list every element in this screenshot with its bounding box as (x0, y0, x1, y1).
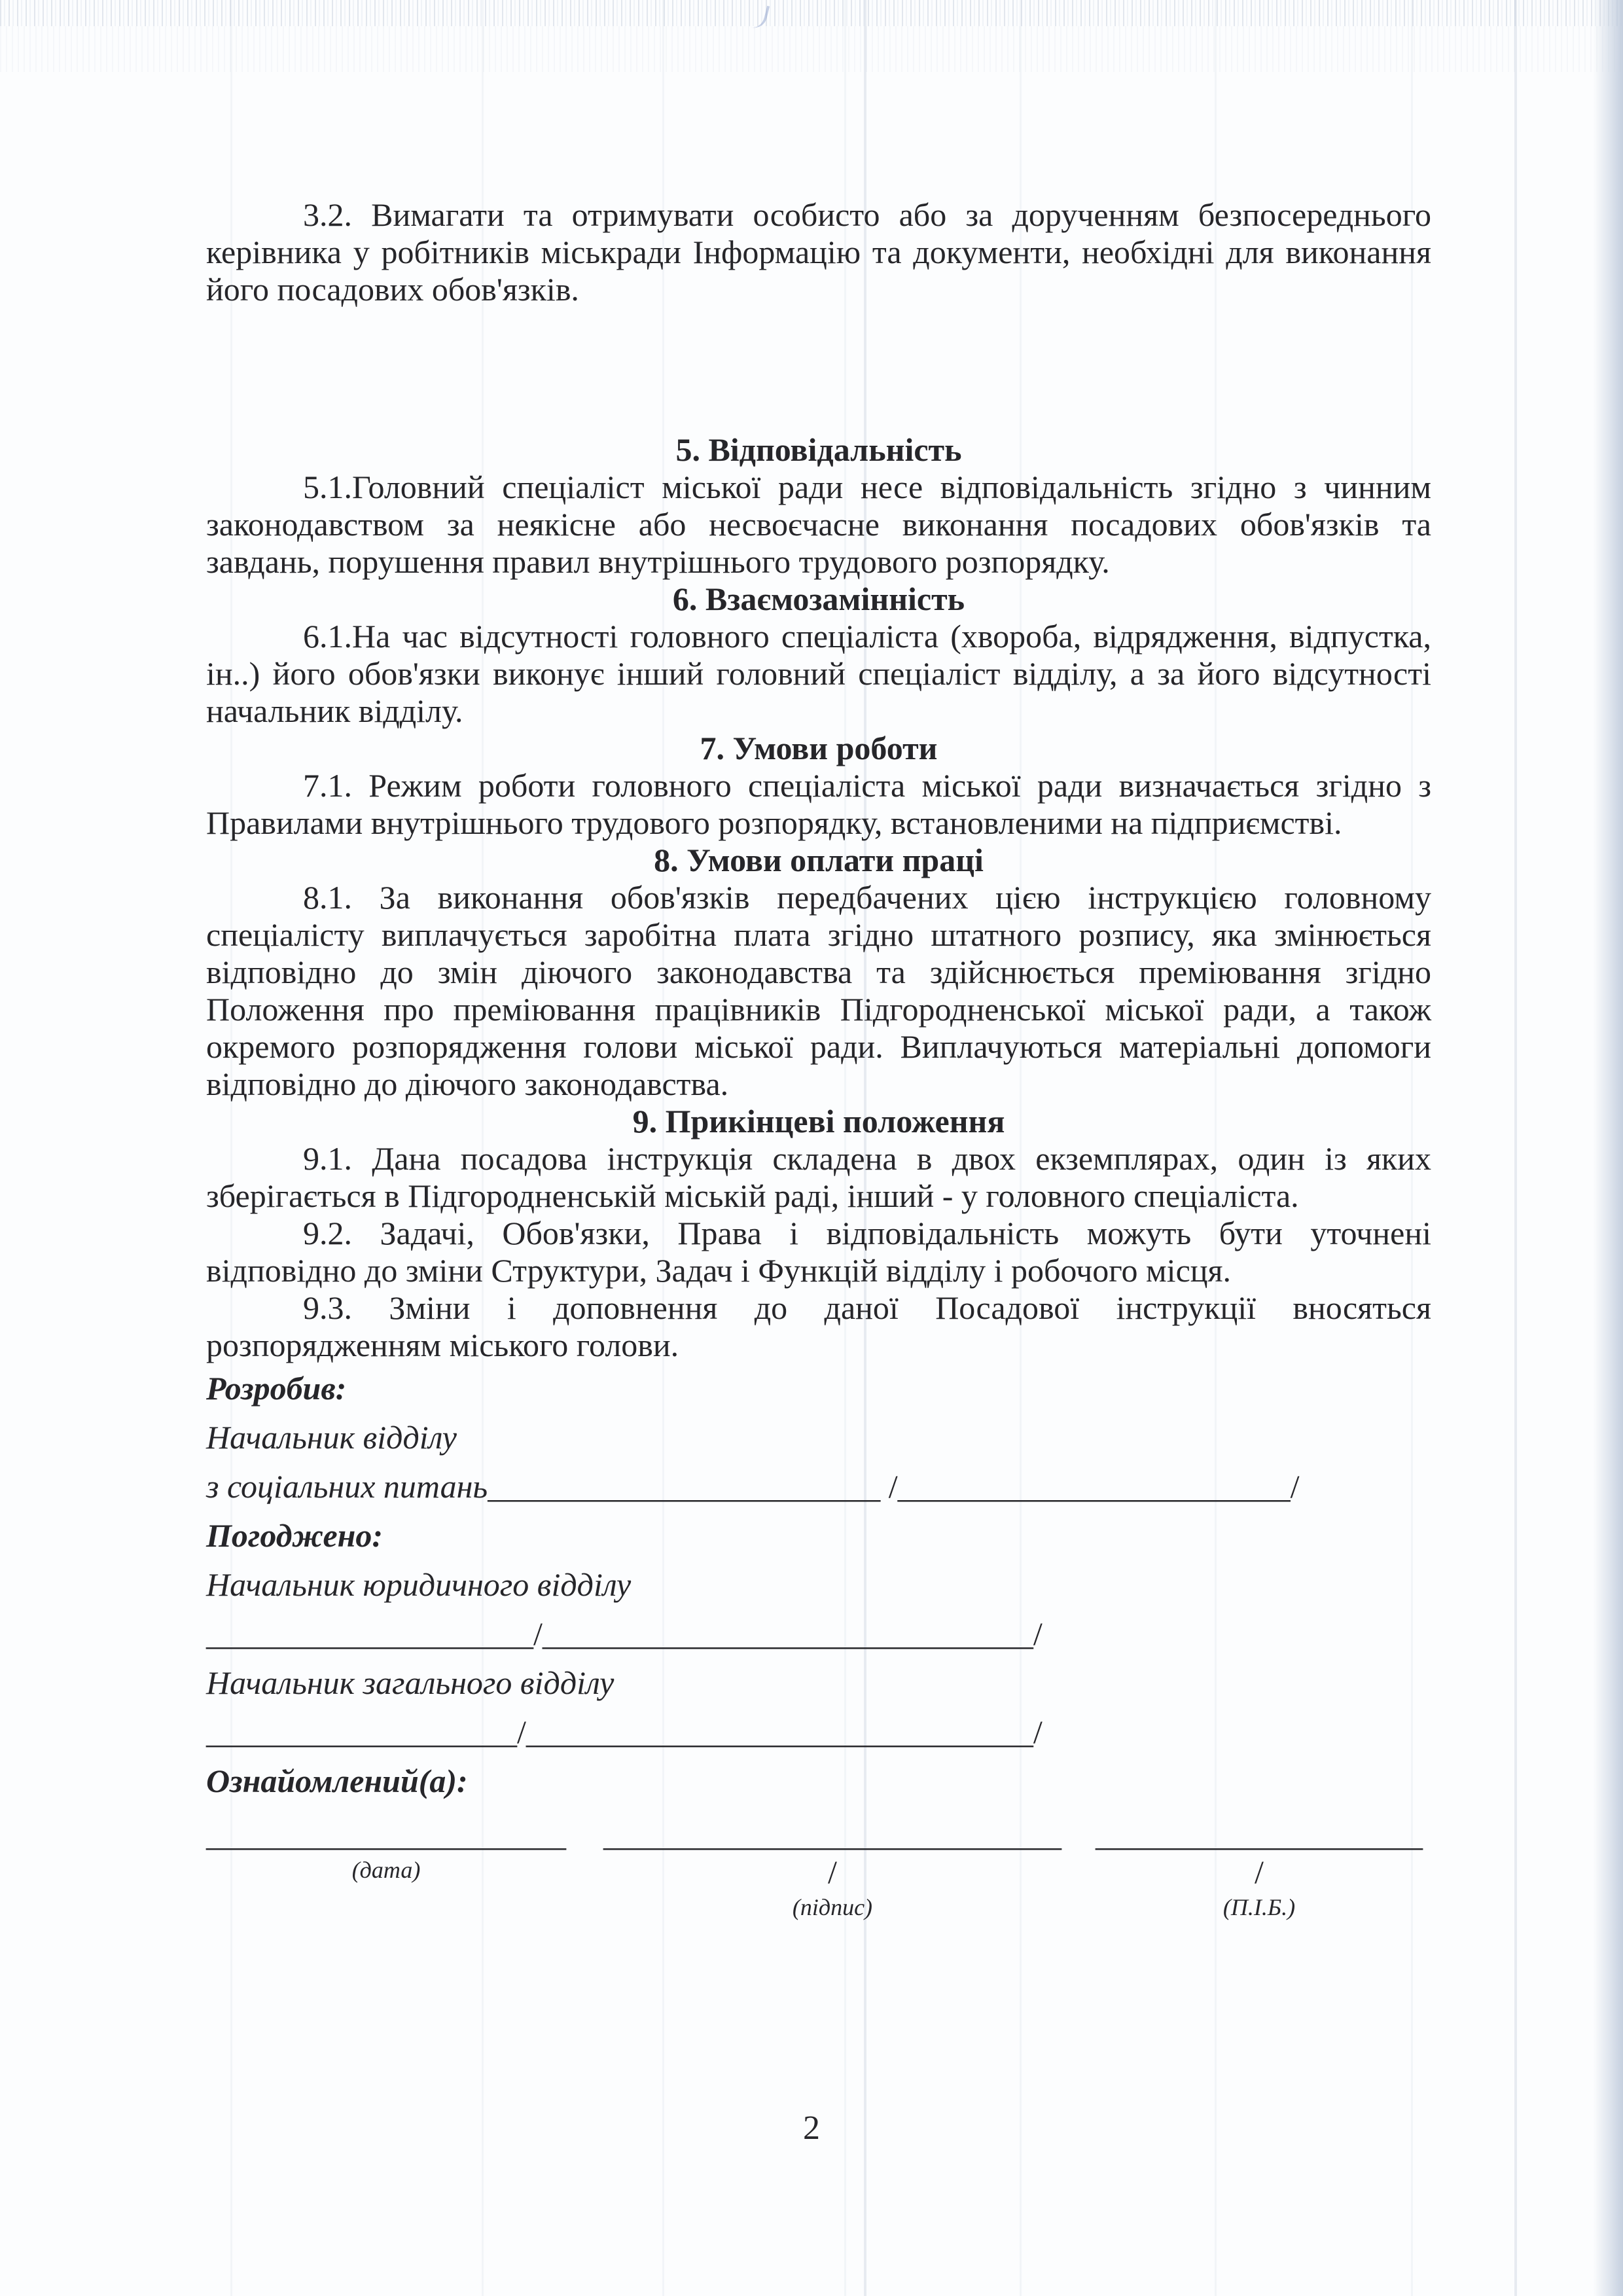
section-8-heading: 8. Умови оплати праці (654, 842, 984, 878)
section-7-heading: 7. Умови роботи (700, 730, 938, 766)
scan-line-vertical (1514, 0, 1517, 2296)
name-slash: / (1255, 1854, 1264, 1890)
general-signature-blank: ___________________/_______________________________/ (206, 1713, 1043, 1750)
page-content (206, 0, 1431, 1922)
section-7-paragraph: 7.1. Режим роботи головного спеціаліста міської ради визначається згідно з Правилами внутрішнього трудового розпорядку, встановленими на підприємстві. (206, 767, 1431, 841)
general-signature-line (206, 1659, 1431, 1757)
name-blank: ____________________ (1095, 1816, 1423, 1853)
agreed-label: Погоджено: (206, 1517, 383, 1554)
developed-label: Розробив: (206, 1370, 347, 1407)
acknowledged-label: Ознайомлений(а): (206, 1763, 468, 1799)
ack-date-column (206, 1816, 566, 1922)
ack-signature-column (595, 1816, 1070, 1922)
developer-signature-line (206, 1462, 1431, 1511)
section-5-heading: 5. Відповідальність (675, 431, 962, 468)
page-number: 2 (803, 2109, 820, 2147)
ack-name-column (1087, 1816, 1431, 1922)
section-9-paragraph-2: 9.2. Задачі, Обов'язки, Права і відповідальність можуть бути уточнені відповідно до зміни Структури, Задач і Функцій відділу і робочого місця. (206, 1215, 1431, 1289)
developer-signature-blank: ________________________ /________________________/ (488, 1468, 1300, 1505)
developer-role-line-2: з соціальних питань (206, 1468, 488, 1505)
developer-role-line-1: Начальник відділу (206, 1419, 457, 1456)
acknowledgement-row (206, 1816, 1431, 1922)
section-9-paragraph-1: 9.1. Дана посадова інструкція складена в двох екземплярах, один із яких зберігається в Підгородненській міській раді, інший - у головного спеціаліста. (206, 1140, 1431, 1214)
signature-slash: / (828, 1854, 837, 1890)
signature-blank-line (603, 1816, 1061, 1890)
legal-role-label: Начальник юридичного відділу (206, 1566, 632, 1603)
general-role-label: Начальник загального відділу (206, 1664, 615, 1701)
scan-band-right (1593, 0, 1623, 2296)
signature-caption: (підпис) (792, 1894, 873, 1920)
name-caption: (П.І.Б.) (1222, 1894, 1296, 1920)
section-8-paragraph: 8.1. За виконання обов'язків передбачених цією інструкцією головному спеціалісту виплачується заробітна плата згідно штатного розпису, яка змінюється відповідно до змін діючого законодавства та здійснюється преміювання згідно Положення про преміювання працівників Підгородненської міської ради, а також окремого розпорядження голови міської ради. Виплачуються матеріальні допомоги відповідно до діючого законодавства. (206, 879, 1431, 1102)
paragraph-3-2: 3.2. Вимагати та отримувати особисто або за дорученням безпосереднього керівника у робітників міськради Інформацію та документи, необхідні для виконання його посадових обов'язків. (206, 196, 1431, 308)
date-caption: (дата) (351, 1857, 421, 1883)
legal-signature-blank: ____________________/______________________________/ (206, 1615, 1043, 1652)
section-6-paragraph: 6.1.На час відсутності головного спеціаліста (хвороба, відрядження, відпустка, ін..) його обов'язки виконує інший головний спеціаліст відділу, а за його відсутності начальник відділу. (206, 618, 1431, 729)
section-9-paragraph-3: 9.3. Зміни і доповнення до даної Посадової інструкції вносяться розпорядженням міського голови. (206, 1289, 1431, 1363)
signature-blank: ____________________________ (603, 1816, 1061, 1853)
legal-signature-line (206, 1560, 1431, 1659)
date-blank-line: ______________________ (206, 1816, 566, 1853)
section-5-paragraph: 5.1.Головний спеціаліст міської ради несе відповідальність згідно з чинним законодавством за неякісне або несвоєчасне виконання посадових обов'язків та завдань, порушення правил внутрішнього трудового розпорядку. (206, 469, 1431, 580)
section-9-heading: 9. Прикінцеві положення (632, 1103, 1005, 1139)
section-6-heading: 6. Взаємозамінність (672, 581, 965, 617)
name-blank-line (1096, 1816, 1423, 1890)
